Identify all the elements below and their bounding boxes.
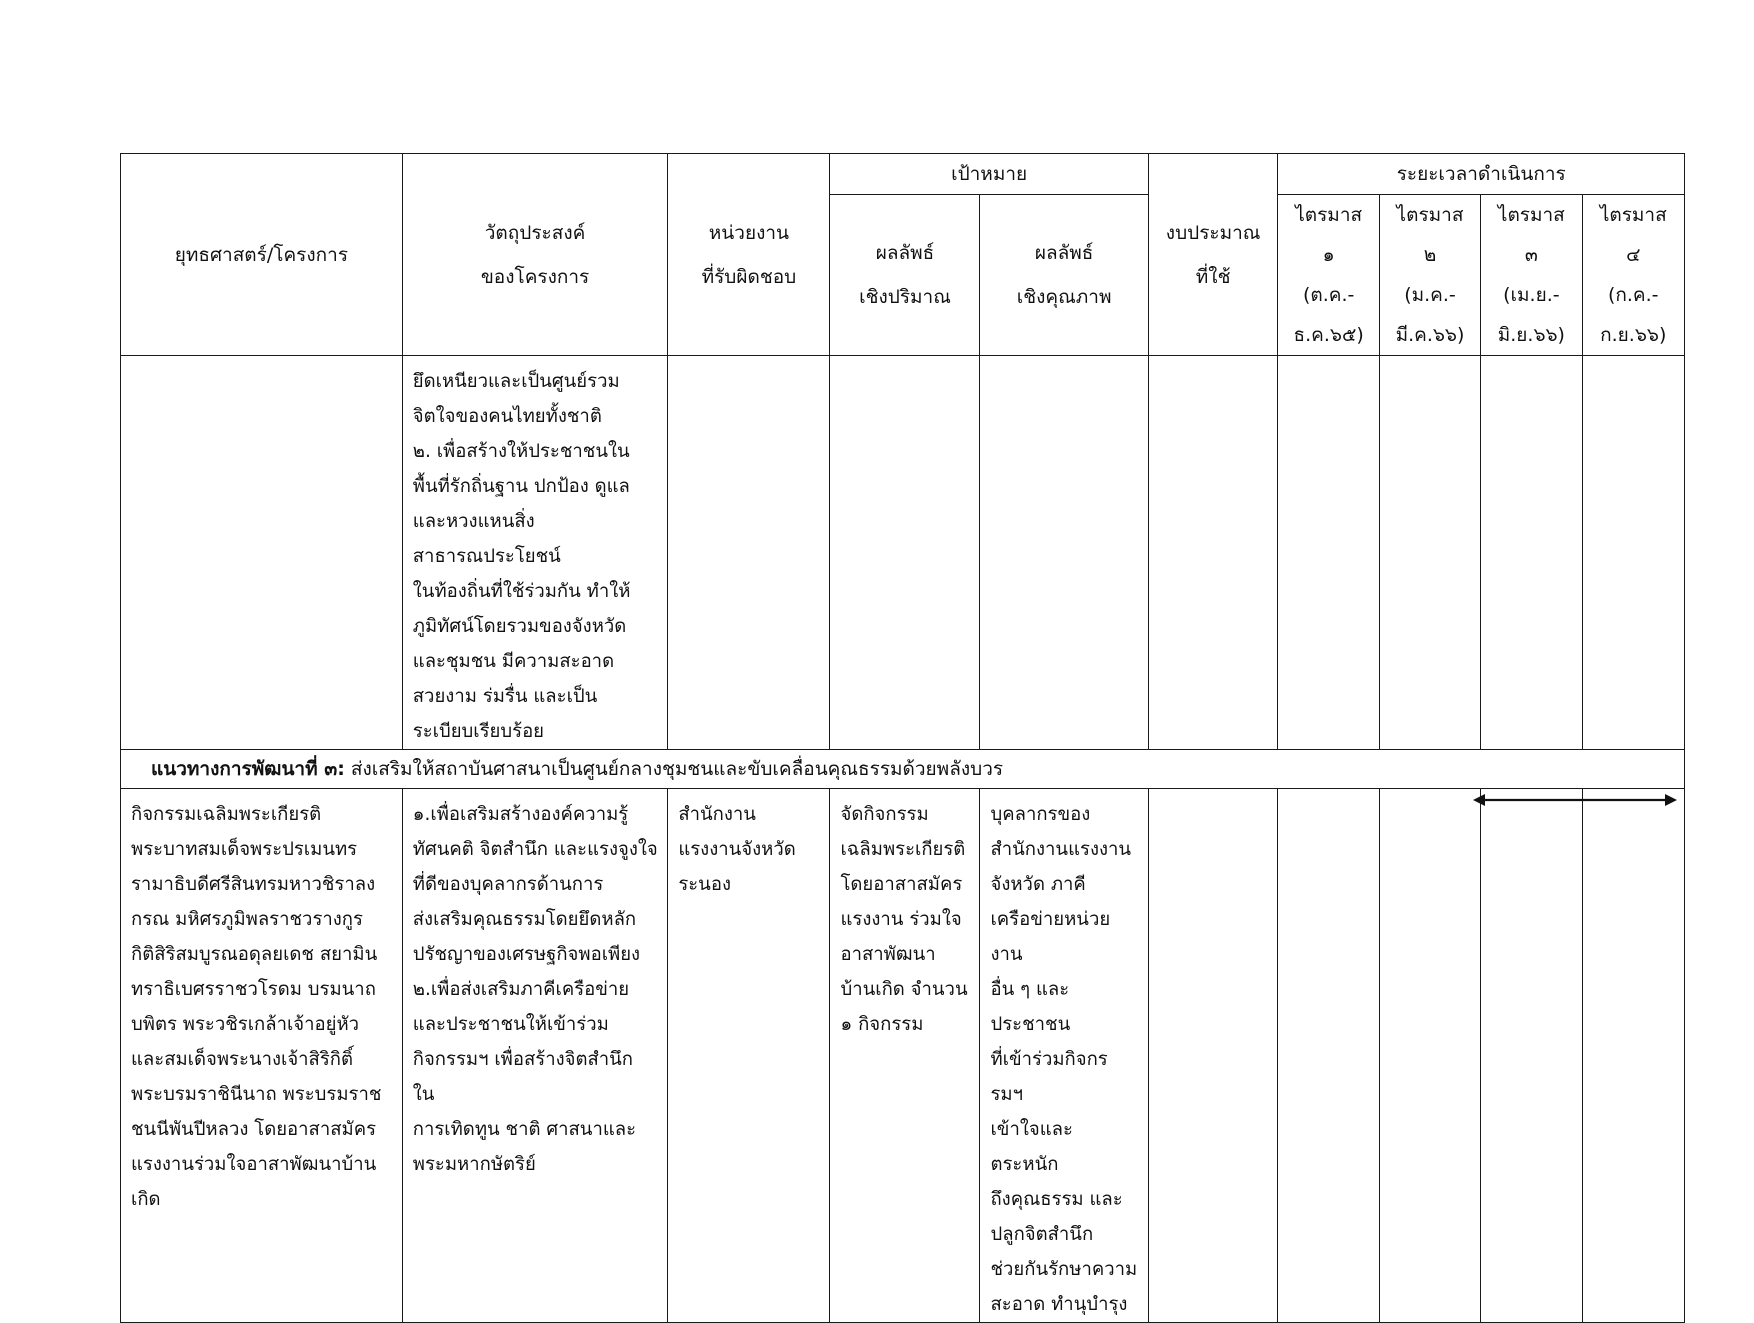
header-strategy-text: ยุทธศาสตร์/โครงการ: [174, 243, 349, 266]
row2-objective: [402, 789, 668, 1323]
header-budget: [1148, 154, 1278, 356]
header-agency: [668, 154, 830, 356]
header-output-qty: [830, 195, 980, 356]
row2-agency: [668, 789, 830, 1323]
quarter-1-number: ๑: [1322, 244, 1335, 266]
header-period-text: ระยะเวลาดำเนินการ: [1396, 163, 1566, 185]
header-agency-line1: หน่วยงาน: [708, 221, 790, 244]
section-row: [121, 750, 1685, 789]
quarter-3-end: มิ.ย.๖๖): [1497, 324, 1565, 346]
header-strategy: [121, 154, 403, 356]
header-quarter-1: [1278, 195, 1379, 356]
quarter-2-start: (ม.ค.-: [1404, 284, 1456, 306]
row1-budget: [1148, 356, 1278, 750]
row2-output-qty: [830, 789, 980, 1323]
row1-objective-text: ยึดเหนียวและเป็นศูนย์รวม จิตใจของคนไทยทั้งชาติ ๒. เพื่อสร้างให้ประชาชนใน พื้นที่รักถิ่นฐาน ปกป้อง ดูแล และหวงแหนสิ่งสาธารณประโยชน์ ในท้องถิ่นที่ใช้ร่วมกัน ทำให้ ภูมิทัศน์โดยรวมของจังหวัด และชุมชน มีความสะอาด สวยงาม ร่มรื่น และเป็น ระเบียบเรียบร้อย: [412, 371, 631, 742]
table-row: [121, 789, 1685, 1323]
row1-output-quality: [980, 356, 1148, 750]
timeline-arrow-icon: [1473, 792, 1677, 808]
project-plan-table: [120, 153, 1685, 1323]
header-objective-line1: วัตถุประสงค์: [484, 221, 586, 244]
quarter-3-label: ไตรมาส: [1497, 204, 1565, 226]
row1-q4: [1582, 356, 1684, 750]
quarter-4-label: ไตรมาส: [1599, 204, 1667, 226]
quarter-1-label: ไตรมาส: [1295, 204, 1363, 226]
quarter-3-number: ๓: [1524, 244, 1538, 266]
row1-q1: [1278, 356, 1379, 750]
header-objective: [402, 154, 668, 356]
row1-q3: [1481, 356, 1582, 750]
quarter-2-label: ไตรมาส: [1396, 204, 1464, 226]
header-quarter-2: [1379, 195, 1480, 356]
header-quarter-4: [1582, 195, 1684, 356]
section-text: ส่งเสริมให้สถาบันศาสนาเป็นศูนย์กลางชุมชนและขับเคลื่อนคุณธรรมด้วยพลังบวร: [344, 758, 1004, 780]
header-objective-line2: ของโครงการ: [480, 265, 590, 288]
row1-q2: [1379, 356, 1480, 750]
header-budget-line2: ที่ใช้: [1195, 265, 1231, 288]
quarter-4-start: (ก.ค.-: [1607, 284, 1659, 306]
row2-objective-text: ๑.เพื่อเสริมสร้างองค์ความรู้ ทัศนคติ จิตสำนึก และแรงจูงใจ ที่ดีของบุคลากรด้านการ ส่งเสริมคุณธรรมโดยยึดหลัก ปรัชญาของเศรษฐกิจพอเพียง ๒.เพื่อส่งเสริมภาคีเครือข่าย และประชาชนให้เข้าร่วม กิจกรรมฯ เพื่อสร้างจิตสำนึก ใน การเทิดทูน ชาติ ศาสนาและ พระมหากษัตริย์: [412, 804, 658, 1175]
quarter-3-start: (เม.ย.-: [1503, 284, 1560, 306]
row1-output-qty: [830, 356, 980, 750]
header-target-text: เป้าหมาย: [951, 163, 1028, 185]
header-agency-line2: ที่รับผิดชอบ: [701, 265, 797, 288]
header-period-group: [1278, 154, 1685, 195]
row2-q2: [1379, 789, 1480, 1323]
header-row-top: [121, 154, 1685, 195]
quarter-1-start: (ต.ค.-: [1302, 284, 1355, 306]
row2-q1: [1278, 789, 1379, 1323]
row1-project: [121, 356, 403, 750]
header-output-qty-line2: เชิงปริมาณ: [859, 286, 951, 308]
row2-budget: [1148, 789, 1278, 1323]
quarter-4-end: ก.ย.๖๖): [1600, 324, 1667, 346]
row2-q4: [1582, 789, 1684, 1323]
row2-project-text: กิจกรรมเฉลิมพระเกียรติ พระบาทสมเด็จพระปรเมนทร รามาธิบดีศรีสินทรมหาวชิราลง กรณ มหิศรภูมิพลราชวรางกูร กิติสิริสมบูรณอดุลยเดช สยามิน ทราธิเบศรราชวโรดม บรมนาถ บพิตร พระวชิรเกล้าเจ้าอยู่หัว และสมเด็จพระนางเจ้าสิริกิติ์ พระบรมราชินีนาถ พระบรมราช ชนนีพันปีหลวง โดยอาสาสมัคร แรงงานร่วมใจอาสาพัฒนาบ้านเกิด: [131, 804, 382, 1210]
table-row: [121, 356, 1685, 750]
header-output-qty-line1: ผลลัพธ์: [875, 242, 935, 264]
row2-output-qty-text: จัดกิจกรรม เฉลิมพระเกียรติ โดยอาสาสมัคร แรงงาน ร่วมใจ อาสาพัฒนา บ้านเกิด จำนวน ๑ กิจกรรม: [840, 804, 968, 1035]
header-quarter-3: [1481, 195, 1582, 356]
row1-objective: [402, 356, 668, 750]
row1-agency: [668, 356, 830, 750]
header-output-quality-line2: เชิงคุณภาพ: [1016, 286, 1112, 308]
quarter-4-number: ๔: [1626, 244, 1641, 266]
header-output-quality: [980, 195, 1148, 356]
quarter-2-number: ๒: [1423, 244, 1437, 266]
quarter-2-end: มี.ค.๖๖): [1395, 324, 1465, 346]
row2-q3: [1481, 789, 1582, 1323]
row2-agency-text: สำนักงาน แรงงานจังหวัด ระนอง: [678, 804, 796, 895]
section-label: แนวทางการพัฒนาที่ ๓:: [151, 758, 345, 780]
row2-project: [121, 789, 403, 1323]
row2-output-quality-text: บุคลากรของ สำนักงานแรงงาน จังหวัด ภาคี เครือข่ายหน่วยงาน อื่น ๆ และประชาชน ที่เข้าร่วมกิจกรรมฯ เข้าใจและตระหนัก ถึงคุณธรรม และ ปลูกจิตสำนึก ช่วยกันรักษาความ สะอาด ทำนุบำรุง: [990, 804, 1138, 1315]
header-target-group: [830, 154, 1148, 195]
row2-output-quality: [980, 789, 1148, 1323]
section-heading: [121, 750, 1685, 789]
quarter-1-end: ธ.ค.๖๕): [1293, 324, 1364, 346]
header-budget-line1: งบประมาณ: [1165, 221, 1261, 244]
header-output-quality-line1: ผลลัพธ์: [1034, 242, 1094, 264]
